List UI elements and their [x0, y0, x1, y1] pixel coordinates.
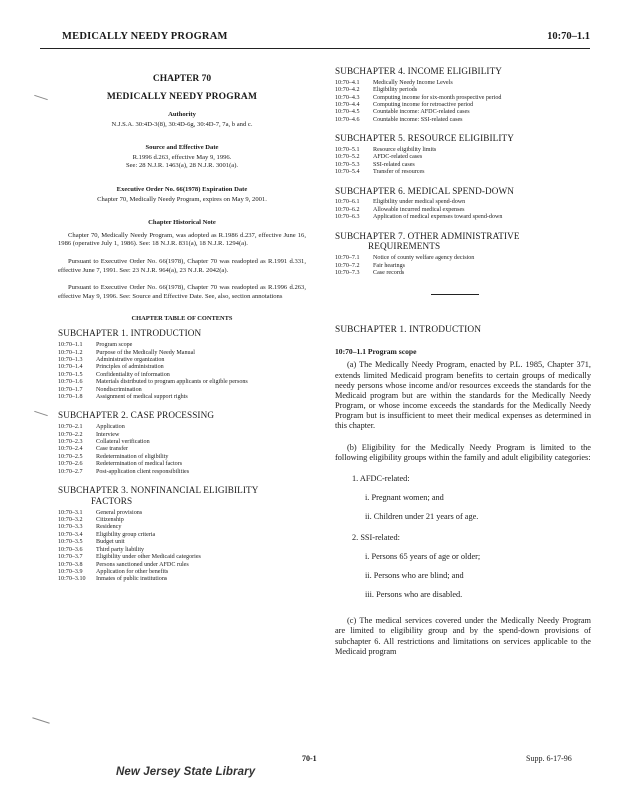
exec-order-text: Chapter 70, Medically Needy Program, expires on May 9, 2001.	[97, 196, 267, 204]
running-header-title: MEDICALLY NEEDY PROGRAM	[62, 31, 228, 42]
subchapter-title: SUBCHAPTER 4. INCOME ELIGIBILITY	[335, 66, 503, 76]
toc-entry	[335, 102, 591, 109]
toc-section-number: 10:70–4.4	[335, 102, 360, 109]
toc-section-title: SSI-related cases	[373, 161, 415, 168]
toc-heading: CHAPTER TABLE OF CONTENTS	[131, 315, 233, 323]
toc-section-title: Citizenship	[96, 517, 124, 524]
toc-section-title: Medically Needy Income Levels	[373, 79, 453, 86]
list-subtext: Persons 65 years of age or older;	[371, 552, 481, 562]
toc-section-number: 10:70–1.4	[58, 364, 83, 371]
list-subtext: Pregnant women; and	[371, 493, 444, 503]
toc-section-number: 10:70–2.4	[58, 446, 83, 453]
toc-section-number: 10:70–3.8	[58, 561, 83, 568]
toc-section-number: 10:70–7.2	[335, 262, 360, 269]
list-label: 2.	[352, 533, 359, 543]
toc-section-number: 10:70–4.2	[335, 87, 360, 94]
toc-section-number: 10:70–3.2	[58, 517, 83, 524]
toc-section-number: 10:70–4.1	[335, 79, 360, 86]
toc-section-number: 10:70–2.5	[58, 453, 83, 460]
list-subtext: Persons who are blind; and	[373, 571, 464, 581]
toc-section-number: 10:70–5.2	[335, 154, 360, 161]
toc-entry	[335, 147, 591, 154]
list-subitem	[335, 552, 591, 562]
toc-entry	[335, 87, 591, 94]
toc-section-title: Confidentiality of information	[96, 371, 170, 378]
source-line: R.1996 d.263, effective May 9, 1996.	[132, 153, 232, 161]
toc-section-title: Collateral verification	[96, 439, 150, 446]
toc-section-number: 10:70–1.3	[58, 356, 83, 363]
toc-section-title: Redetermination of eligibility	[96, 453, 169, 460]
source-line: See: 28 N.J.R. 1463(a), 28 N.J.R. 3001(a).	[125, 162, 239, 170]
paragraph-c: (c) The medical services covered under the Medically Needy Program are limited to eligibility group and by the spend-down provisions of subchapter 6. All restrictions and limitations on services applicable to the Medicaid program	[335, 616, 591, 656]
toc-section-number: 10:70–1.7	[58, 386, 83, 393]
toc-entry	[335, 109, 591, 116]
toc-list	[58, 424, 306, 476]
toc-section-number: 10:70–3.7	[58, 554, 83, 561]
toc-section-number: 10:70–4.6	[335, 116, 360, 123]
toc-section-number: 10:70–6.2	[335, 206, 360, 213]
toc-section-number: 10:70–2.1	[58, 424, 83, 431]
toc-entry	[58, 517, 306, 524]
right-column	[335, 66, 591, 657]
subchapter-title: SUBCHAPTER 1. INTRODUCTION	[58, 328, 202, 339]
toc-section-title: Computing income for six-month prospective period	[373, 94, 502, 101]
list-text: AFDC-related:	[359, 474, 410, 484]
paragraph-a: (a) The Medically Needy Program, enacted by P.L. 1985, Chapter 371, extends limited Medicaid program benefits to certain groups of medically needy persons whose income and/or resources exceeds the standards for the Medicaid program but are within the standards for the Medically Needy Program, or whose income exceeds the standards for the Medically Needy Program but is insufficient to meet their medical expenses as determined in this chapter.	[335, 360, 591, 431]
toc-section-number: 10:70–1.5	[58, 371, 83, 378]
toc-section-title: Application	[96, 424, 125, 431]
toc-section-number: 10:70–5.1	[335, 147, 360, 154]
history-heading: Chapter Historical Note	[148, 218, 216, 226]
toc-section-number: 10:70–3.1	[58, 509, 83, 516]
toc-section-number: 10:70–2.7	[58, 468, 83, 475]
toc-entry	[58, 547, 306, 554]
toc-section-number: 10:70–2.6	[58, 461, 83, 468]
authority-heading: Authority	[168, 111, 196, 118]
toc-entry	[58, 446, 306, 453]
toc-section-title: Application of medical expenses toward spend-down	[373, 214, 503, 221]
authority-text: N.J.S.A. 30:4D-3(8), 30:4D-6g, 30:4D-7, 7a, b and c.	[111, 121, 253, 128]
list-sublabel: ii.	[365, 512, 372, 522]
toc-section-title: Application for other benefits	[96, 568, 169, 575]
toc-entry	[58, 562, 306, 569]
toc-section-title: Notice of county welfare agency decision	[373, 255, 475, 262]
toc-section-title: Case records	[373, 270, 405, 277]
toc-entry	[58, 554, 306, 561]
toc-section-number: 10:70–1.1	[58, 342, 83, 349]
toc-section-title: Third party liability	[96, 546, 145, 553]
toc-section-title: Computing income for retroactive period	[373, 102, 474, 109]
toc-section-title: Resource eligibility limits	[373, 147, 437, 154]
toc-section-number: 10:70–4.5	[335, 109, 360, 116]
toc-entry	[335, 95, 591, 102]
list-subitem	[335, 571, 591, 581]
toc-section-title: Budget unit	[96, 539, 125, 546]
subchapter-title: SUBCHAPTER 6. MEDICAL SPEND-DOWN	[335, 185, 514, 196]
margin-mark	[34, 411, 48, 416]
toc-section-number: 10:70–4.3	[335, 94, 360, 101]
list-sublabel: ii.	[365, 571, 372, 581]
toc-section-title: General provisions	[96, 509, 143, 516]
library-stamp: New Jersey State Library	[116, 766, 256, 778]
subchapter-title-cont: REQUIREMENTS	[368, 241, 441, 252]
toc-section-number: 10:70–5.3	[335, 161, 360, 168]
eligibility-list	[335, 474, 591, 600]
toc-list	[335, 199, 591, 221]
toc-section-number: 10:70–3.3	[58, 524, 83, 531]
toc-section-title: Eligibility under medical spend-down	[373, 199, 466, 206]
toc-section-title: Countable income: AFDC-related cases	[373, 109, 470, 116]
toc-list	[335, 147, 591, 177]
toc-entry	[58, 461, 306, 468]
running-header	[40, 28, 590, 49]
toc-section-number: 10:70–3.6	[58, 546, 83, 553]
list-subtext: Children under 21 years of age.	[373, 512, 479, 522]
left-toc	[58, 328, 306, 583]
toc-section-title: Eligibility periods	[373, 87, 418, 94]
toc-section-title: Inmates of public institutions	[96, 576, 168, 583]
source-heading: Source and Effective Date	[145, 143, 219, 151]
history-paragraph: Pursuant to Executive Order No. 66(1978), Chapter 70 was readopted as R.1996 d.263, effective May 9, 1996. See: Source and Effective Date. See, also, section annotations	[58, 284, 306, 300]
subchapter-title: SUBCHAPTER 7. OTHER ADMINISTRATIVE	[335, 230, 520, 241]
toc-section-title: Redetermination of medical factors	[96, 461, 183, 468]
toc-entry	[58, 576, 306, 583]
toc-entry	[58, 387, 306, 394]
toc-section-title: AFDC-related cases	[373, 154, 423, 161]
toc-section-title: Case transfer	[96, 446, 128, 453]
toc-list	[335, 255, 591, 277]
chapter-number: CHAPTER 70	[152, 74, 212, 84]
left-column	[58, 72, 306, 584]
toc-list	[58, 510, 306, 584]
toc-entry	[335, 255, 591, 262]
list-sublabel: i.	[365, 552, 370, 562]
intro-heading: SUBCHAPTER 1. INTRODUCTION	[335, 325, 482, 336]
toc-section-title: Principles of administration	[96, 364, 164, 371]
list-subitem	[335, 512, 591, 522]
list-subitem	[335, 590, 591, 600]
list-sublabel: iii.	[365, 590, 374, 600]
list-label: 1.	[352, 474, 359, 484]
toc-entry	[335, 214, 591, 221]
toc-entry	[58, 510, 306, 517]
toc-entry	[58, 539, 306, 546]
toc-section-title: Purpose of the Medically Needy Manual	[96, 349, 195, 356]
toc-section-title: Post-application client responsibilities	[96, 468, 190, 475]
toc-section-title: Allowable incurred medical expenses	[373, 206, 465, 213]
subchapter-title-cont: FACTORS	[91, 495, 133, 506]
page-number: 70-1	[302, 754, 317, 763]
toc-entry	[335, 169, 591, 176]
toc-section-title: Assignment of medical support rights	[96, 394, 188, 401]
toc-section-number: 10:70–1.2	[58, 349, 83, 356]
list-subitem	[335, 493, 591, 503]
section-divider	[431, 294, 479, 295]
toc-section-number: 10:70–6.1	[335, 199, 360, 206]
toc-section-number: 10:70–3.4	[58, 531, 83, 538]
toc-entry	[58, 342, 306, 349]
toc-section-title: Fair hearings	[373, 262, 405, 269]
toc-section-title: Nondiscrimination	[96, 386, 142, 393]
running-header-section: 10:70–1.1	[547, 31, 590, 42]
toc-entry	[335, 270, 591, 277]
toc-list	[58, 342, 306, 401]
toc-entry	[58, 364, 306, 371]
toc-section-title: Residency	[96, 524, 122, 531]
margin-mark	[32, 717, 49, 724]
subchapter-title: SUBCHAPTER 2. CASE PROCESSING	[58, 410, 215, 421]
paragraph-b: (b) Eligibility for the Medically Needy Program is limited to the following eligibility groups within the family and adult eligibility categories:	[335, 443, 591, 463]
toc-entry	[58, 394, 306, 401]
toc-section-number: 10:70–3.9	[58, 568, 83, 575]
toc-entry	[335, 80, 591, 87]
list-sublabel: i.	[365, 493, 370, 503]
toc-entry	[335, 117, 591, 124]
list-item	[335, 474, 591, 484]
toc-list	[335, 80, 591, 124]
right-toc	[335, 66, 591, 277]
toc-entry	[335, 154, 591, 161]
margin-mark	[34, 95, 48, 100]
toc-section-number: 10:70–1.8	[58, 394, 83, 401]
toc-entry	[58, 524, 306, 531]
toc-section-title: Countable income: SSI-related cases	[373, 116, 463, 123]
toc-entry	[58, 350, 306, 357]
toc-entry	[58, 424, 306, 431]
toc-entry	[58, 379, 306, 386]
toc-entry	[335, 199, 591, 206]
toc-section-title: Program scope	[96, 342, 133, 349]
toc-section-title: Persons sanctioned under AFDC rules	[96, 561, 189, 568]
list-item	[335, 533, 591, 543]
chapter-title: MEDICALLY NEEDY PROGRAM	[106, 92, 258, 102]
history-paragraph: Chapter 70, Medically Needy Program, was adopted as R.1986 d.237, effective June 16, 1986 (operative July 1, 1986). See: 18 N.J.R. 831(a), 18 N.J.R. 1294(a).	[58, 231, 306, 248]
toc-section-title: Eligibility group criteria	[96, 531, 156, 538]
toc-section-number: 10:70–7.3	[335, 270, 360, 277]
subchapter-title: SUBCHAPTER 3. NONFINANCIAL ELIGIBILITY	[58, 485, 259, 496]
toc-section-number: 10:70–2.2	[58, 431, 83, 438]
toc-section-title: Administrative organization	[96, 356, 165, 363]
toc-section-number: 10:70–7.1	[335, 255, 360, 262]
subchapter-title: SUBCHAPTER 5. RESOURCE ELIGIBILITY	[335, 133, 514, 144]
toc-section-title: Interview	[96, 431, 120, 438]
toc-section-title: Materials distributed to program applicants or eligible persons	[96, 379, 248, 386]
exec-order-heading: Executive Order No. 66(1978) Expiration Date	[116, 186, 248, 194]
toc-section-number: 10:70–5.4	[335, 169, 360, 176]
section-heading: 10:70–1.1 Program scope	[335, 347, 417, 357]
toc-entry	[335, 263, 591, 270]
toc-section-title: Eligibility under other Medicaid categories	[96, 554, 201, 561]
toc-entry	[58, 372, 306, 379]
toc-section-number: 10:70–1.6	[58, 379, 83, 386]
toc-section-title: Transfer of resources	[373, 169, 425, 176]
toc-section-number: 10:70–2.3	[58, 439, 83, 446]
history-paragraph: Pursuant to Executive Order No. 66(1978), Chapter 70 was readopted as R.1991 d.331, effective June 7, 1991. See: 23 N.J.R. 964(a), 23 N.J.R. 2042(a).	[58, 258, 306, 274]
toc-entry	[58, 432, 306, 439]
toc-section-number: 10:70–6.3	[335, 214, 360, 221]
list-subtext: Persons who are disabled.	[376, 590, 463, 600]
toc-section-number: 10:70–3.10	[58, 576, 86, 583]
toc-section-number: 10:70–3.5	[58, 539, 83, 546]
list-text: SSI-related:	[360, 533, 400, 543]
source-lines	[58, 154, 306, 171]
toc-entry	[58, 469, 306, 476]
supplement-date: Supp. 6-17-96	[526, 754, 572, 763]
toc-entry	[58, 532, 306, 539]
